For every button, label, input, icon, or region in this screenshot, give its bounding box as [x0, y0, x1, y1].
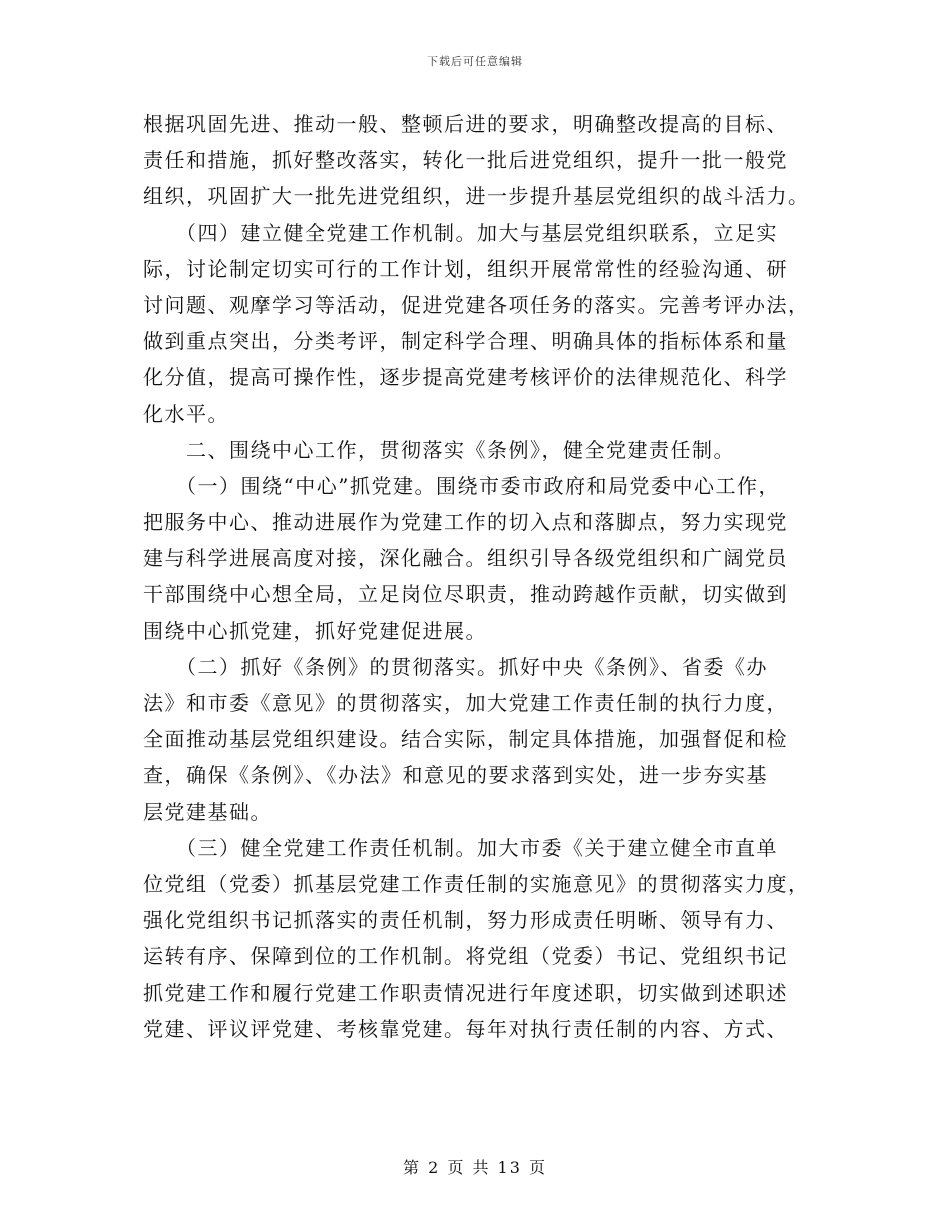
- text-line: 做到重点突出，分类考评，制定科学合理、明确具体的指标体系和量: [143, 329, 788, 354]
- text-line: 责任和措施，抓好整改落实，转化一批后进党组织，提升一批一般党: [143, 148, 788, 173]
- text-line: 建与科学进展高度对接，深化融合。组织引导各级党组织和广阔党员: [143, 546, 788, 571]
- page-header: 下载后可任意编辑: [427, 55, 523, 68]
- text-line: 化水平。: [143, 401, 229, 426]
- text-line: 运转有序、保障到位的工作机制。将党组（党委）书记、党组织书记: [143, 944, 788, 969]
- text-line: 化分值，提高可操作性，逐步提高党建考核评价的法律规范化、科学: [143, 365, 788, 390]
- text-line: （四）建立健全党建工作机制。加大与基层党组织联系，立足实: [143, 220, 778, 245]
- text-line: 位党组（党委）抓基层党建工作责任制的实施意见》的贯彻落实力度，: [143, 871, 810, 896]
- text-line: 把服务中心、推动进展作为党建工作的切入点和落脚点，努力实现党: [143, 510, 788, 535]
- text-line: 查，确保《条例》、《办法》和意见的要求落到实处，进一步夯实基: [143, 763, 768, 788]
- text-line: 根据巩固先进、推动一般、整顿后进的要求，明确整改提高的目标、: [143, 112, 788, 136]
- text-line: （三）健全党建工作责任机制。加大市委《关于建立健全市直单: [143, 835, 778, 860]
- text-line: 党建、评议评党建、考核靠党建。每年对执行责任制的内容、方式、: [143, 1016, 788, 1041]
- page-footer: 第 2 页 共 13 页: [403, 1158, 547, 1177]
- text-line: 围绕中心抓党建，抓好党建促进展。: [143, 618, 487, 643]
- text-line: 际，讨论制定切实可行的工作计划，组织开展常常性的经验沟通、研: [143, 256, 788, 281]
- text-line: 干部围绕中心想全局，立足岗位尽职责，推动跨越作贡献，切实做到: [143, 582, 788, 607]
- text-line: （一）围绕“中心”抓党建。围绕市委市政府和局党委中心工作，: [143, 473, 780, 498]
- text-line: 层党建基础。: [143, 799, 272, 824]
- text-line: （二）抓好《条例》的贯彻落实。抓好中央《条例》、省委《办: [143, 654, 768, 679]
- text-line: 强化党组织书记抓落实的责任机制，努力形成责任明晰、领导有力、: [143, 908, 788, 933]
- text-line: 全面推动基层党组织建设。结合实际，制定具体措施，加强督促和检: [143, 727, 788, 752]
- text-line: 组织，巩固扩大一批先进党组织，进一步提升基层党组织的战斗活力。: [143, 184, 810, 209]
- section-heading: 二、围绕中心工作，贯彻落实《条例》，健全党建责任制。: [143, 437, 735, 462]
- text-line: 抓党建工作和履行党建工作职责情况进行年度述职，切实做到述职述: [143, 980, 788, 1005]
- text-line: 法》和市委《意见》的贯彻落实，加大党建工作责任制的执行力度，: [143, 691, 788, 715]
- text-line: 讨问题、观摩学习等活动，促进党建各项任务的落实。完善考评办法，: [143, 292, 810, 317]
- document-body: [143, 106, 811, 1047]
